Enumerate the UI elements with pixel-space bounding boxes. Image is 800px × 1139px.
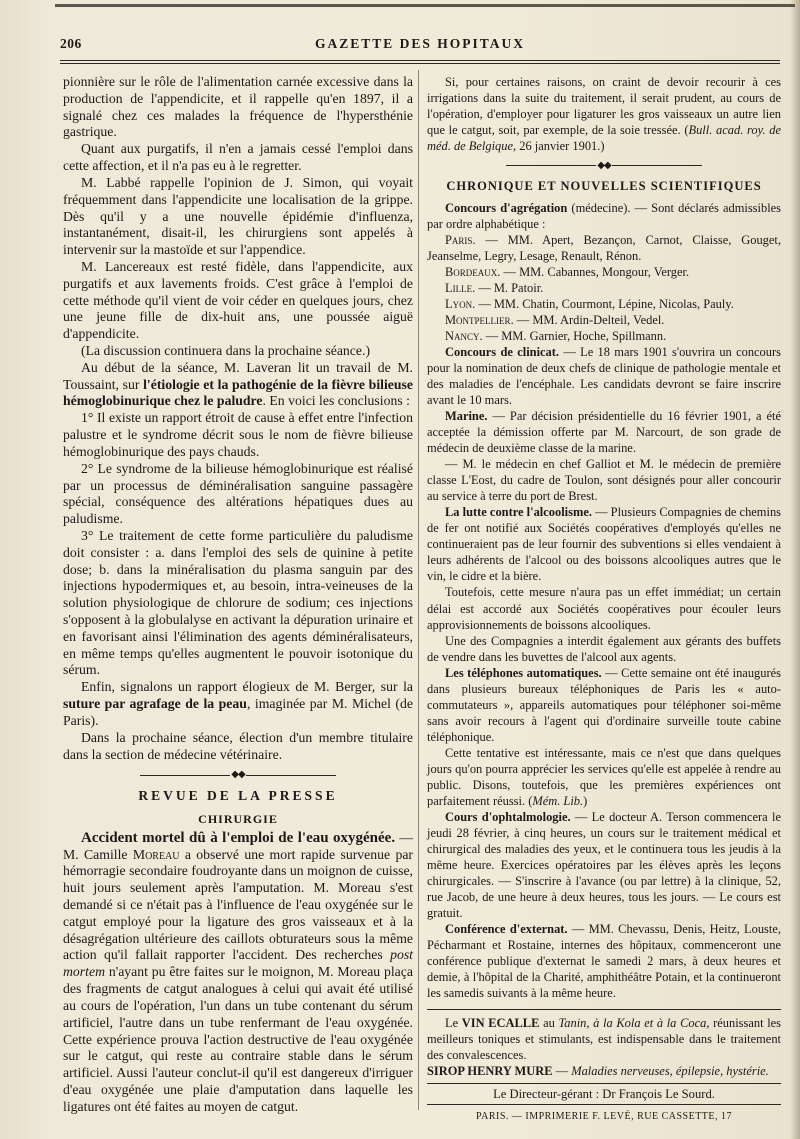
page-number: 206: [60, 36, 82, 51]
city-list: Paris. — MM. Apert, Bezançon, Carnot, Claisse, Gouget, Jeanselme, Legry, Lesage, Renault, Rénon.: [427, 233, 781, 264]
left-column: [63, 74, 413, 1116]
paragraph: — M. le médecin en chef Galliot et M. le médecin de première classe L'Eost, du cadre de Toulon, sont désignés pour aller concourir au service à terre du port de Brest.: [427, 457, 781, 504]
printer-imprint: PARIS. — IMPRIMERIE F. LEVÉ, RUE CASSETTE, 17: [475, 1110, 733, 1122]
section-title-revue: REVUE DE LA PRESSE: [138, 788, 338, 804]
ad-vin-ecalle: Le VIN ECALLE au Tanin, à la Kola et à la Coca, réunissant les meilleurs toniques et stimulants, est indispensable dans le traitement des convalescences.: [427, 1015, 782, 1062]
paragraph: Cette tentative est intéressante, mais ce n'est que dans quelques jours qu'on pourra apprécier les services qu'elle est appelée à rendre au public. Disons, toutefois, que les premières expériences ont parfaitement réussi. (Mém. Lib.): [427, 745, 781, 808]
paragraph: Quant aux purgatifs, il n'en a jamais cessé l'emploi dans cette affection, et il n'a pas eu à le regretter.: [63, 141, 413, 174]
paragraph: Enfin, signalons un rapport élogieux de M. Berger, sur la suture par agrafage de la peau, imaginée par M. Michel (de Paris).: [63, 679, 413, 728]
ornament-divider: ◆◆: [63, 767, 413, 784]
section-title-chronique: CHRONIQUE ET NOUVELLES SCIENTIFIQUES: [446, 179, 762, 194]
article: Accident mortel dû à l'emploi de l'eau oxygénée. — M. Camille Moreau a observé une mort rapide survenue par hémorragie secondaire foudroyante dans un moignon de cuisse, huit jours seulement après l'amputation. M. Moreau s'est demandé si ce n'était pas à l'influence de l'eau oxygénée sur le catgut employé pour la ligature des gros vaisseaux et à la désagrégation ultérieure des caillots obturateurs sous la même action qu'il fallait rapporter l'accident. Des recherches post mortem n'ayant pu être faites sur le moignon, M. Moreau plaça des fragments de catgut analogues à celui qui avait été utilisé au cours de l'opération, l'un dans un tube contenant du sérum artificiel, l'autre dans un tube renfermant de l'eau oxygénée. Cette expérience prouva l'action destructive de l'eau oxygénée sur le catgut, qui reste au contraire stable dans le sérum artificiel. Aussi l'auteur conclut-il qu'il est dangereux d'irriguer d'eau oxygénée une plaie d'amputation dans laquelle les ligatures ont été faites au moyen de catgut.: [63, 829, 413, 1114]
news-item: Concours d'agrégation (médecine). — Sont déclarés admissibles par ordre alphabétique :: [427, 201, 782, 232]
paragraph: Une des Compagnies a interdit également aux gérants des buffets de vendre dans les buvettes de l'alcool aux agents.: [427, 633, 781, 664]
paragraph: Si, pour certaines raisons, on craint de devoir recourir à ces irrigations dans la suite du traitement, il serait prudent, au cours de l'opération, d'employer pour ligaturer les gros vaisseaux un autre lien que le catgut, soit, par exemple, de la soie tressée. (Bull. acad. roy. de méd. de Belgique, 26 janvier 1901.): [427, 75, 781, 154]
running-title: GAZETTE DES HOPITAUX: [314, 36, 526, 51]
ornament-divider: ◆◆: [427, 158, 781, 174]
bold-topic: l'étiologie et la pathogénie de la fièvre bilieuse hémoglobinurique chez le paludre: [63, 376, 413, 409]
paragraph: 1° Il existe un rapport étroit de cause à effet entre l'infection palustre et le syndrome décrit sous le nom de fièvre bilieuse hémoglobinurique des pays chauds.: [63, 410, 413, 459]
paragraph: M. Lancereaux est resté fidèle, dans l'appendicite, aux purgatifs et aux lavements froids. C'est grâce à l'emploi de cette méthode qu'il vient de voir céder en quelques jours, chez une jeune fille de dix-huit ans, une poussée aiguë d'appendicite.: [63, 258, 413, 342]
paragraph: 3° Le traitement de cette forme particulière du paludisme doit consister : a. dans l'emploi des sels de quinine à petite dose; b. dans la minéralisation du plasma sanguin par des injections hypodermiques et, au besoin, intra-veineuses de la solution physiologique de chlorure de sodium; ces injections s'opposent à la globulalyse en activant la dépuration urinaire et en favorisant ainsi l'élimination des agents déminéralisateurs, en même temps qu'elles augmentent le pouvoir isotonique du sérum.: [63, 527, 413, 678]
page-header: [60, 34, 780, 56]
news-item: Les téléphones automatiques. — Cette semaine ont été inaugurés dans plusieurs bureaux téléphoniques de Paris les « auto-commutateurs », appareils automatiques pour téléphoner soi-même sans avoir recours à l'agent qui d'ordinaire surveille toute cabine téléphonique.: [427, 665, 781, 744]
city-list: Bordeaux. — MM. Cabannes, Mongour, Verger.: [445, 265, 690, 280]
subsection-title: CHIRURGIE: [198, 811, 278, 826]
paragraph: (La discussion continuera dans la prochaine séance.): [81, 343, 371, 358]
paragraph: pionnière sur le rôle de l'alimentation carnée excessive dans la production de l'appendicite, et il rappelle qu'en 1897, il a signalé chez ces malades la fréquence de l'hypersthénie gastrique.: [63, 74, 413, 140]
paragraph: Toutefois, cette mesure n'aura pas un effet immédiat; un certain délai est accordé aux Sociétés coopératives pour écouler leurs approvisionnements de boissons alcooliques.: [427, 585, 781, 632]
page-edge: [790, 0, 800, 1139]
news-item: La lutte contre l'alcoolisme. — Plusieurs Compagnies de chemins de fer ont notifié aux Sociétés coopératives d'employés qu'elles ne continueraient pas de leur fournir des subventions si elles vendaient à leurs adhérents de l'alcool ou des boissons alcooliques autres que le vin, le cidre et la bière.: [427, 505, 781, 584]
city-list: Montpellier. — MM. Ardin-Delteil, Vedel.: [445, 313, 665, 328]
header-rule: [60, 60, 780, 64]
director-signature: Le Directeur-gérant : Dr François Le Sourd.: [427, 1083, 781, 1105]
column-divider: [418, 70, 419, 1110]
ad-sirop-henry-mure: SIROP HENRY MURE — Maladies nerveuses, épilepsie, hystérie.: [427, 1063, 769, 1078]
paragraph: M. Labbé rappelle l'opinion de J. Simon, qui voyait fréquemment dans l'appendicite une localisation de la grippe. Dès qu'il y a une nouvelle épidémie d'influenza, instantanément, disait-il, les chirurgiens sont appelés à intervenir sur la mastoïde et sur l'appendice.: [63, 174, 413, 258]
news-item: Cours d'ophtalmologie. — Le docteur A. Terson commencera le jeudi 28 février, à cinq heures, un cours sur le traitement médical et chirurgical des maladies des yeux, et le continuera tous les jeudis à la même heure. Exercices opératoires par les élèves après les leçons chirurgicales. — S'inscrire à l'avance (ou par lettre) à la clinique, 52, rue Jacob, de une heure à deux heures, tous les jours. — Le cours est gratuit.: [427, 809, 781, 920]
paragraph: Dans la prochaine séance, élection d'un membre titulaire dans la section de médecine vétérinaire.: [63, 729, 413, 762]
bold-topic: suture par agrafage de la peau: [63, 696, 247, 712]
right-column: [427, 74, 781, 1125]
paragraph: Au début de la séance, M. Laveran lit un travail de M. Toussaint, sur l'étiologie et la pathogénie de la fièvre bilieuse hémoglobinurique chez le paludre. En voici les conclusions :: [63, 359, 413, 409]
city-list: Nancy. — MM. Garnier, Hoche, Spillmann.: [445, 329, 667, 344]
news-item: Marine. — Par décision présidentielle du 16 février 1901, a été acceptée la démission offerte par M. Narcourt, de son grade de médecin de deuxième classe de la marine.: [427, 409, 781, 456]
paragraph: 2° Le syndrome de la bilieuse hémoglobinurique est réalisé par un processus de déminéralisation sanguine passagère spécial, conséquence des altérations hépatiques dues au paludisme.: [63, 460, 413, 527]
city-list: Lyon. — MM. Chatin, Courmont, Lépine, Nicolas, Pauly.: [445, 297, 734, 312]
top-border: [55, 4, 795, 19]
citation: Bull. acad. roy. de méd. de Belgique: [427, 123, 781, 154]
news-item: Conférence d'externat. — MM. Chevassu, Denis, Heitz, Louste, Pécharmant et Rostaine, internes des hôpitaux, commenceront une conférence publique d'externat le samedi 2 mars, à deux heures et demie, à l'hôpital de la Charité, amphithéâtre Potain, et la continueront les samedis suivants à la même heure.: [427, 921, 781, 1000]
advertisement: [427, 1009, 781, 1079]
article-title: Accident mortel dû à l'emploi de l'eau oxygénée.: [81, 829, 396, 846]
city-list: Lille. — M. Patoir.: [445, 281, 544, 296]
news-item: Concours de clinicat. — Le 18 mars 1901 s'ouvrira un concours pour la nomination de deux chefs de clinique de pathologie mentale et des maladies de l'encéphale. Les candidats devront se faire inscrire avant le 10 mars.: [427, 345, 781, 408]
